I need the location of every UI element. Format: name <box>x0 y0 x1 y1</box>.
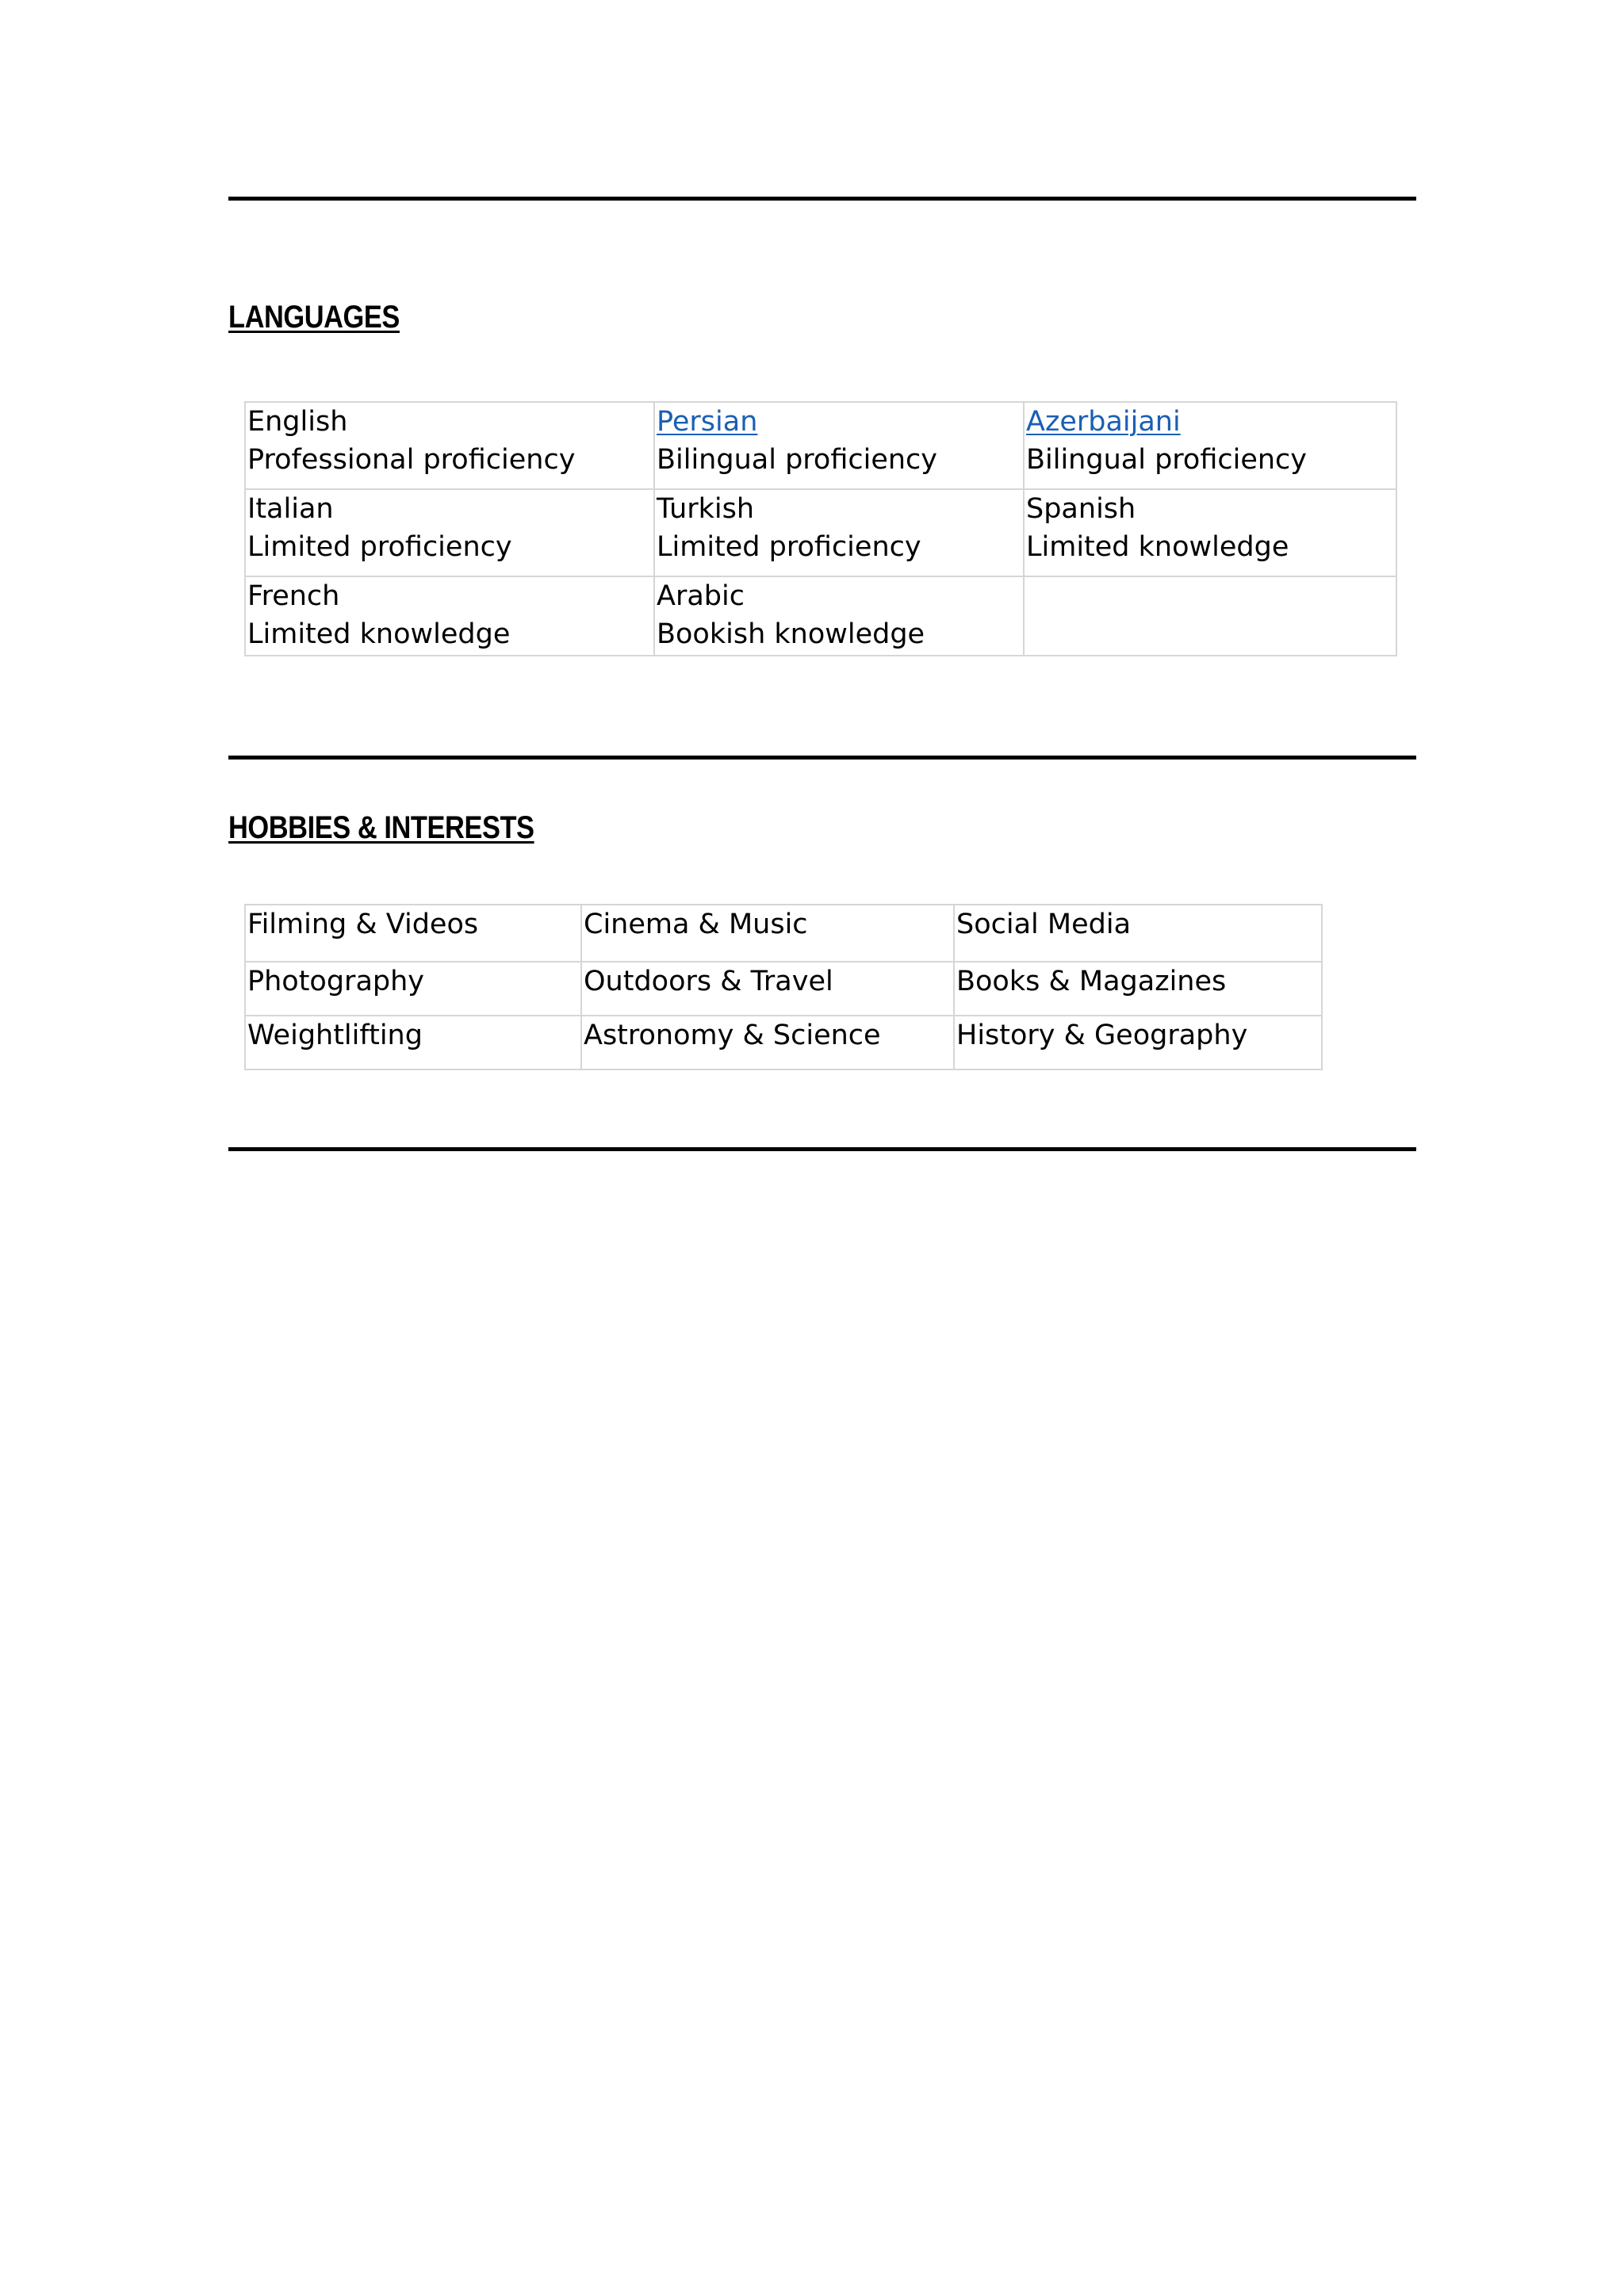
language-level: Bookish knowledge <box>657 618 925 650</box>
divider-bottom <box>228 1147 1416 1151</box>
language-level: Limited knowledge <box>1026 531 1289 563</box>
hobby-cell: Outdoors & Travel <box>581 962 954 1016</box>
divider-top <box>228 197 1416 201</box>
table-row <box>245 402 1396 489</box>
language-cell-english <box>245 402 654 489</box>
languages-heading: LANGUAGES <box>228 300 400 335</box>
table-row <box>245 905 1322 962</box>
divider-middle <box>228 756 1416 760</box>
language-name: Spanish <box>1026 493 1136 525</box>
language-cell-persian <box>654 402 1024 489</box>
language-name: Turkish <box>657 493 755 525</box>
language-cell-french <box>245 576 654 656</box>
language-name: French <box>247 580 340 612</box>
language-level: Limited proficiency <box>657 531 921 563</box>
language-name: Italian <box>247 493 334 525</box>
language-cell-italian <box>245 489 654 576</box>
language-cell-turkish <box>654 489 1024 576</box>
table-row <box>245 489 1396 576</box>
hobbies-table <box>244 904 1323 1070</box>
hobby-cell: Cinema & Music <box>581 905 954 962</box>
table-row <box>245 576 1396 656</box>
hobby-cell: History & Geography <box>954 1016 1322 1070</box>
language-level: Limited knowledge <box>247 618 511 650</box>
language-level: Bilingual proficiency <box>657 444 937 476</box>
language-cell-spanish <box>1024 489 1396 576</box>
languages-table <box>244 401 1397 656</box>
language-level: Professional proficiency <box>247 444 576 476</box>
language-level: Bilingual proficiency <box>1026 444 1307 476</box>
hobby-cell: Astronomy & Science <box>581 1016 954 1070</box>
language-cell-arabic <box>654 576 1024 656</box>
language-cell-empty <box>1024 576 1396 656</box>
table-row <box>245 962 1322 1016</box>
language-name: Arabic <box>657 580 745 612</box>
hobby-cell: Books & Magazines <box>954 962 1322 1016</box>
hobbies-heading: HOBBIES & INTERESTS <box>228 810 534 845</box>
language-level: Limited proficiency <box>247 531 512 563</box>
language-link-persian[interactable]: Persian <box>657 406 758 438</box>
language-cell-azerbaijani <box>1024 402 1396 489</box>
hobby-cell: Social Media <box>954 905 1322 962</box>
hobby-cell: Weightlifting <box>245 1016 581 1070</box>
hobby-cell: Filming & Videos <box>245 905 581 962</box>
hobby-cell: Photography <box>245 962 581 1016</box>
table-row <box>245 1016 1322 1070</box>
language-link-azerbaijani[interactable]: Azerbaijani <box>1026 406 1181 438</box>
language-name: English <box>247 406 348 438</box>
